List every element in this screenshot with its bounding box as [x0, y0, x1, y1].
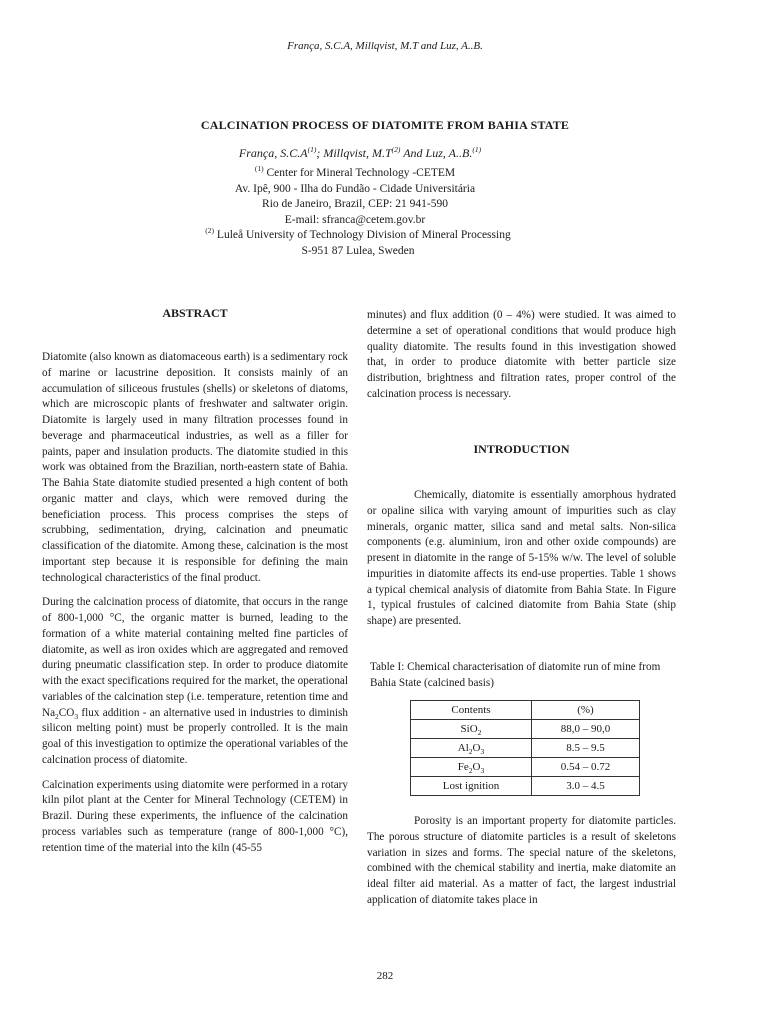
running-head: França, S.C.A, Millqvist, M.T and Luz, A..B.	[287, 40, 483, 52]
chemical-table	[410, 700, 640, 796]
author-1: França, S.C.A	[238, 146, 308, 160]
author-2: ; Millqvist, M.T	[316, 146, 392, 160]
table-cell-value: 3.0 – 4.5	[531, 777, 639, 796]
affiliation-1-marker: (1)	[254, 164, 264, 174]
table-header-percent: (%)	[531, 701, 639, 720]
paper-title: CALCINATION PROCESS OF DIATOMITE FROM BAHIA STATE	[200, 118, 570, 132]
table-caption: Table I: Chemical characterisation of diatomite run of mine from Bahia State (calcined basis)	[370, 661, 661, 689]
introduction-paragraph: Chemically, diatomite is essentially amorphous hydrated or opaline silica with varying amount of impurities such as clay minerals, organic matter, silica sand and metal salts. Non-silica components (e.g. aluminium, iron and other oxide compounds) are present in diatomite in the range of 5-15% w/w. The level of soluble impurities in diatomite affects its end-use properties. Table 1 shows a typical chemical analysis of diatomite from Bahia State. In Figure 1, typical frustules of calcined diatomite from Bahia State (ship shape) are presented.	[367, 489, 676, 627]
abstract-paragraph-3: Calcination experiments using diatomite were performed in a rotary kiln pilot plant at the Center for Mineral Technology (CETEM) in Brazil. During these experiments, the influence of the calcination process variables such as temperature (range of 800-1,000 °C), retention time of the material into the kiln (45-55	[42, 778, 348, 854]
abstract-continued: minutes) and flux addition (0 – 4%) were studied. It was aimed to determine a set of operational conditions that would produce high quality diatomite. The results found in this investigation showed that, in order to produce diatomite with better particle size distribution, brightness and filtration rates, proper control of the calcination process is necessary.	[367, 309, 676, 400]
table-cell-compound: $Al_2O_3$	[411, 739, 532, 758]
affiliation-2-marker: (2)	[205, 226, 215, 236]
table-cell-compound: SiO$_2$	[411, 720, 532, 739]
table-row	[411, 758, 640, 777]
author-2-affiliation-marker: (2)	[391, 145, 401, 154]
introduction-heading: INTRODUCTION	[473, 442, 570, 456]
table-header-contents: Contents	[411, 701, 532, 720]
affiliation-1-street: Av. Ipê, 900 - Ilha do Fundão - Cidade Universitária	[234, 182, 476, 195]
table-cell-compound: $Fe_2O_3$	[411, 758, 532, 777]
table-cell-value: 88,0 – 90,0	[531, 720, 639, 739]
affiliations	[0, 166, 710, 260]
affiliation-1-city: Rio de Janeiro, Brazil, CEP: 21 941-590	[262, 198, 448, 211]
table-row	[411, 777, 640, 796]
affiliation-1-email: E-mail: sfranca@cetem.gov.br	[284, 213, 426, 226]
affiliation-2-org: $^{(2)}$ Luleå University of Technology Division of Mineral Processing	[205, 226, 511, 242]
table-row	[411, 739, 640, 758]
abstract-paragraph-1: Diatomite (also known as diatomaceous earth) is a sedimentary rock of marine or lacustrine deposition. It consists mainly of an accumulation of siliceous frustules (shells) or skeletons of diatoms, which are microscopic plants of freshwater and saltwater origin. Diatomite is largely used in many filtration processes found in beverage and pharmaceutical industries, as well as a filler for paints, paper and insulation products. The diatomite studied in this work was obtained from the Brazilian, north-eastern state of Bahia. The Bahia State diatomite studied presented a high content of both organic matter and clays, which were removed during the beneficiation process. This process comprises the steps of scrubbing, sedimentation, drying, calcination and pneumatic classification of the diatomite. Among these, calcination is the most important step because it is responsible for defining the main technological characteristics of the final product.	[42, 351, 349, 584]
affiliation-2-city: S-951 87 Lulea, Sweden	[301, 244, 415, 257]
author-1-affiliation-marker: (1)	[307, 145, 317, 154]
table-cell-value: 0.54 – 0.72	[531, 758, 639, 777]
table-cell-value: 8.5 – 9.5	[531, 739, 639, 758]
affiliation-1-org: $^{(1)}$ Center for Mineral Technology -CETEM	[254, 164, 456, 179]
page-number: 282	[376, 970, 394, 982]
abstract-body	[42, 350, 348, 865]
author-line	[0, 146, 720, 161]
porosity-paragraph: Porosity is an important property for diatomite particles. The porous structure of diatomite particles is a result of skeletons variation in sizes and forms. The special nature of the skeletons, combined with the chemical stability and inertia, make diatomite an ideal filter aid material. As a matter of fact, the largest industrial application of diatomite takes place in	[367, 815, 676, 906]
abstract-heading: ABSTRACT	[162, 306, 228, 320]
table-header-row	[411, 701, 640, 720]
table-cell-compound: Lost ignition	[411, 777, 532, 796]
abstract-paragraph-2: During the calcination process of diatomite, that occurs in the range of 800-1,000 °C, the organic matter is burned, leading to the formation of a white material containing melted fine particles of diatomite, as well as iron oxides which are aggregated and removed during pneumatic classification step. In order to produce diatomite with the exact specifications required for the market, the operational variables of the calcination step (i.e. temperature, retention time and $Na_2CO_3$ flux addition - an alternative used in industries to diminish silicon melting point) must be properly controlled. It is the main goal of this investigation to optimize the operational variables of the calcination process of diatomite.	[42, 596, 348, 766]
introduction-body	[367, 488, 676, 639]
table-row	[411, 720, 640, 739]
author-3-affiliation-marker: (1)	[472, 145, 482, 154]
porosity-text	[367, 814, 676, 918]
author-3: And Luz, A..B.	[400, 146, 473, 160]
